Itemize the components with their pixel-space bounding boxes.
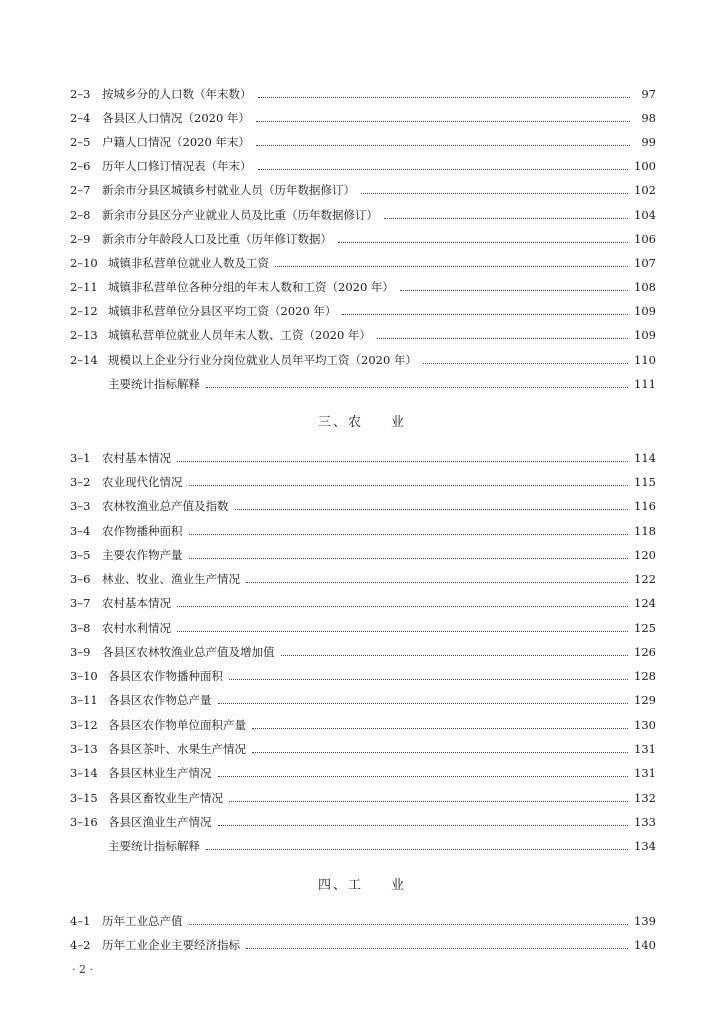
toc-entry-number: 3–8: [70, 621, 91, 635]
toc-entry-page: 126: [634, 645, 656, 659]
toc-entry-3-6[interactable]: [70, 569, 656, 589]
toc-entry-number: 3–3: [70, 499, 91, 513]
toc-entry-3-12[interactable]: [70, 715, 656, 735]
leader-dots: [177, 630, 628, 632]
toc-entry-title: 城镇非私营单位就业人数及工资: [108, 256, 269, 270]
toc-entry-number: 3–13: [70, 742, 98, 756]
toc-entry-indicator-notes-2[interactable]: [70, 374, 656, 394]
leader-dots: [206, 848, 628, 850]
toc-entry-3-2[interactable]: [70, 472, 656, 492]
toc-entry-number: 3–2: [70, 475, 91, 489]
toc-entry-page: 139: [634, 914, 656, 928]
toc-entry-2-3[interactable]: [70, 84, 656, 104]
leader-dots: [361, 192, 628, 194]
toc-entry-page: 115: [634, 475, 656, 489]
toc-entry-page: 97: [641, 87, 656, 101]
toc-entry-page: 102: [634, 183, 656, 197]
toc-entry-page: 118: [634, 524, 656, 538]
toc-entry-number: 2–9: [70, 232, 91, 246]
toc-entry-page: 98: [641, 111, 656, 125]
toc-entry-2-8[interactable]: [70, 205, 656, 225]
toc-entry-page: 131: [634, 742, 656, 756]
toc-entry-2-6[interactable]: [70, 156, 656, 176]
leader-dots: [377, 337, 628, 339]
toc-entry-number: 2–5: [70, 135, 91, 149]
toc-entry-3-11[interactable]: [70, 690, 656, 710]
leader-dots: [258, 96, 631, 98]
leader-dots: [177, 460, 628, 462]
toc-entry-2-14[interactable]: [70, 350, 656, 370]
toc-entry-number: 3–7: [70, 596, 91, 610]
leader-dots: [258, 168, 629, 170]
toc-entry-3-13[interactable]: [70, 739, 656, 759]
toc-entry-page: 132: [634, 791, 656, 805]
toc-entry-title: 历年工业企业主要经济指标: [102, 938, 240, 952]
leader-dots: [256, 144, 630, 146]
leader-dots: [246, 947, 628, 949]
toc-entry-3-8[interactable]: [70, 618, 656, 638]
toc-entry-title: 各县区农作物播种面积: [108, 669, 223, 683]
toc-entry-3-1[interactable]: [70, 448, 656, 468]
toc-entry-title: 主要农作物产量: [102, 548, 183, 562]
toc-entry-4-1[interactable]: [70, 911, 656, 931]
toc-entry-page: 114: [634, 451, 656, 465]
toc-entry-page: 107: [634, 256, 656, 270]
toc-entry-2-5[interactable]: [70, 132, 656, 152]
leader-dots: [342, 313, 628, 315]
leader-dots: [218, 775, 629, 777]
toc-entry-page: 108: [634, 280, 656, 294]
section-heading-suffix: 业: [391, 415, 407, 430]
toc-entry-page: 140: [634, 938, 656, 952]
leader-dots: [252, 751, 628, 753]
section-heading-industry: [0, 876, 724, 896]
toc-entry-title: 农村水利情况: [102, 621, 171, 635]
toc-entry-page: 106: [634, 232, 656, 246]
leader-dots: [384, 217, 628, 219]
toc-entry-number: 2–12: [70, 304, 98, 318]
toc-entry-page: 130: [634, 718, 656, 732]
toc-entry-page: 125: [634, 621, 656, 635]
toc-entry-title: 按城乡分的人口数（年末数）: [102, 87, 252, 101]
toc-entry-page: 99: [641, 135, 656, 149]
toc-entry-title: 农作物播种面积: [102, 524, 183, 538]
toc-entry-page: 129: [634, 693, 656, 707]
toc-entry-2-11[interactable]: [70, 277, 656, 297]
toc-entry-page: 124: [634, 596, 656, 610]
toc-entry-title: 新余市分年龄段人口及比重（历年修订数据）: [102, 232, 332, 246]
leader-dots: [338, 241, 628, 243]
toc-entry-number: 3–6: [70, 572, 91, 586]
toc-entry-indicator-notes-3[interactable]: [70, 836, 656, 856]
toc-entry-page: 134: [634, 839, 656, 853]
leader-dots: [229, 800, 628, 802]
toc-entry-title: 各县区渔业生产情况: [108, 815, 212, 829]
leader-dots: [275, 265, 628, 267]
toc-entry-number: 3–14: [70, 766, 98, 780]
leader-dots: [235, 508, 629, 510]
leader-dots: [177, 605, 628, 607]
leader-dots: [229, 678, 628, 680]
toc-entry-number: 3–10: [70, 669, 98, 683]
leader-dots: [189, 533, 629, 535]
toc-entry-title: 历年人口修订情况表（年末）: [102, 159, 252, 173]
toc-entry-page: 133: [634, 815, 656, 829]
toc-entry-number: 2–3: [70, 87, 91, 101]
toc-entry-number: 2–14: [70, 353, 98, 367]
toc-entry-number: 2–7: [70, 183, 91, 197]
toc-entry-page: 109: [634, 328, 656, 342]
section-heading-agriculture: [0, 413, 724, 433]
toc-entry-page: 122: [634, 572, 656, 586]
toc-entry-title: 新余市分县区分产业就业人员及比重（历年数据修订）: [102, 208, 378, 222]
leader-dots: [218, 702, 629, 704]
toc-entry-page: 131: [634, 766, 656, 780]
toc-entry-number: 3–9: [70, 645, 91, 659]
toc-entry-title: 主要统计指标解释: [108, 377, 200, 391]
toc-entry-title: 各县区人口情况（2020 年）: [102, 111, 250, 125]
page-number: · 2 ·: [72, 963, 93, 976]
toc-entry-title: 各县区农林牧渔业总产值及增加值: [102, 645, 275, 659]
toc-entry-2-7[interactable]: [70, 180, 656, 200]
leader-dots: [252, 727, 628, 729]
toc-entry-number: 3–11: [70, 693, 98, 707]
leader-dots: [246, 581, 628, 583]
toc-entry-title: 户籍人口情况（2020 年末）: [102, 135, 250, 149]
leader-dots: [189, 923, 629, 925]
toc-entry-title: 新余市分县区城镇乡村就业人员（历年数据修订）: [102, 183, 355, 197]
toc-entry-4-2[interactable]: [70, 935, 656, 955]
section-heading-prefix: 三、农: [317, 415, 363, 430]
toc-entry-3-10[interactable]: [70, 666, 656, 686]
toc-entry-title: 农村基本情况: [102, 451, 171, 465]
toc-entry-number: 3–1: [70, 451, 91, 465]
toc-entry-3-7[interactable]: [70, 593, 656, 613]
leader-dots: [423, 362, 628, 364]
toc-entry-number: 2–11: [70, 280, 98, 294]
toc-entry-3-3[interactable]: [70, 496, 656, 516]
toc-entry-number: 2–10: [70, 256, 98, 270]
toc-entry-3-16[interactable]: [70, 812, 656, 832]
toc-entry-title: 各县区畜牧业生产情况: [108, 791, 223, 805]
toc-entry-3-5[interactable]: [70, 545, 656, 565]
toc-entry-page: 104: [634, 208, 656, 222]
leader-dots: [218, 824, 629, 826]
section-heading-suffix: 业: [391, 878, 407, 893]
toc-entry-number: 3–12: [70, 718, 98, 732]
toc-entry-title: 历年工业总产值: [102, 914, 183, 928]
toc-entry-title: 各县区农作物总产量: [108, 693, 212, 707]
toc-entry-title: 主要统计指标解释: [108, 839, 200, 853]
leader-dots: [400, 289, 628, 291]
toc-entry-2-10[interactable]: [70, 253, 656, 273]
toc-entry-number: 4–1: [70, 914, 91, 928]
toc-entry-number: 3–16: [70, 815, 98, 829]
toc-entry-2-13[interactable]: [70, 325, 656, 345]
toc-entry-page: 110: [634, 353, 656, 367]
toc-entry-title: 城镇非私营单位各种分组的年末人数和工资（2020 年）: [108, 280, 394, 294]
toc-entry-3-4[interactable]: [70, 521, 656, 541]
leader-dots: [281, 654, 629, 656]
toc-entry-number: 2–8: [70, 208, 91, 222]
section-heading-prefix: 四、工: [317, 878, 363, 893]
toc-entry-3-9[interactable]: [70, 642, 656, 662]
toc-entry-title: 各县区农作物单位面积产量: [108, 718, 246, 732]
toc-entry-title: 农林牧渔业总产值及指数: [102, 499, 229, 513]
toc-entry-title: 城镇非私营单位分县区平均工资（2020 年）: [108, 304, 337, 318]
leader-dots: [206, 386, 628, 388]
toc-entry-number: 3–5: [70, 548, 91, 562]
toc-entry-title: 农村基本情况: [102, 596, 171, 610]
toc-entry-number: 3–4: [70, 524, 91, 538]
toc-entry-title: 各县区茶叶、水果生产情况: [108, 742, 246, 756]
toc-entry-number: 4–2: [70, 938, 91, 952]
leader-dots: [189, 484, 629, 486]
toc-entry-title: 林业、牧业、渔业生产情况: [102, 572, 240, 586]
leader-dots: [256, 120, 630, 122]
toc-entry-number: 2–13: [70, 328, 98, 342]
toc-entry-3-15[interactable]: [70, 788, 656, 808]
toc-entry-page: 100: [634, 159, 656, 173]
toc-entry-2-4[interactable]: [70, 108, 656, 128]
toc-entry-3-14[interactable]: [70, 763, 656, 783]
toc-entry-title: 城镇私营单位就业人员年末人数、工资（2020 年）: [108, 328, 371, 342]
toc-entry-2-9[interactable]: [70, 229, 656, 249]
toc-entry-page: 128: [634, 669, 656, 683]
toc-entry-number: 2–4: [70, 111, 91, 125]
toc-entry-page: 111: [634, 377, 656, 391]
toc-entry-number: 3–15: [70, 791, 98, 805]
leader-dots: [189, 557, 629, 559]
toc-entry-2-12[interactable]: [70, 301, 656, 321]
toc-entry-title: 各县区林业生产情况: [108, 766, 212, 780]
toc-entry-title: 农业现代化情况: [102, 475, 183, 489]
toc-entry-page: 116: [634, 499, 656, 513]
toc-entry-page: 120: [634, 548, 656, 562]
toc-entry-page: 109: [634, 304, 656, 318]
toc-entry-number: 2–6: [70, 159, 91, 173]
toc-entry-title: 规模以上企业分行业分岗位就业人员年平均工资（2020 年）: [108, 353, 417, 367]
